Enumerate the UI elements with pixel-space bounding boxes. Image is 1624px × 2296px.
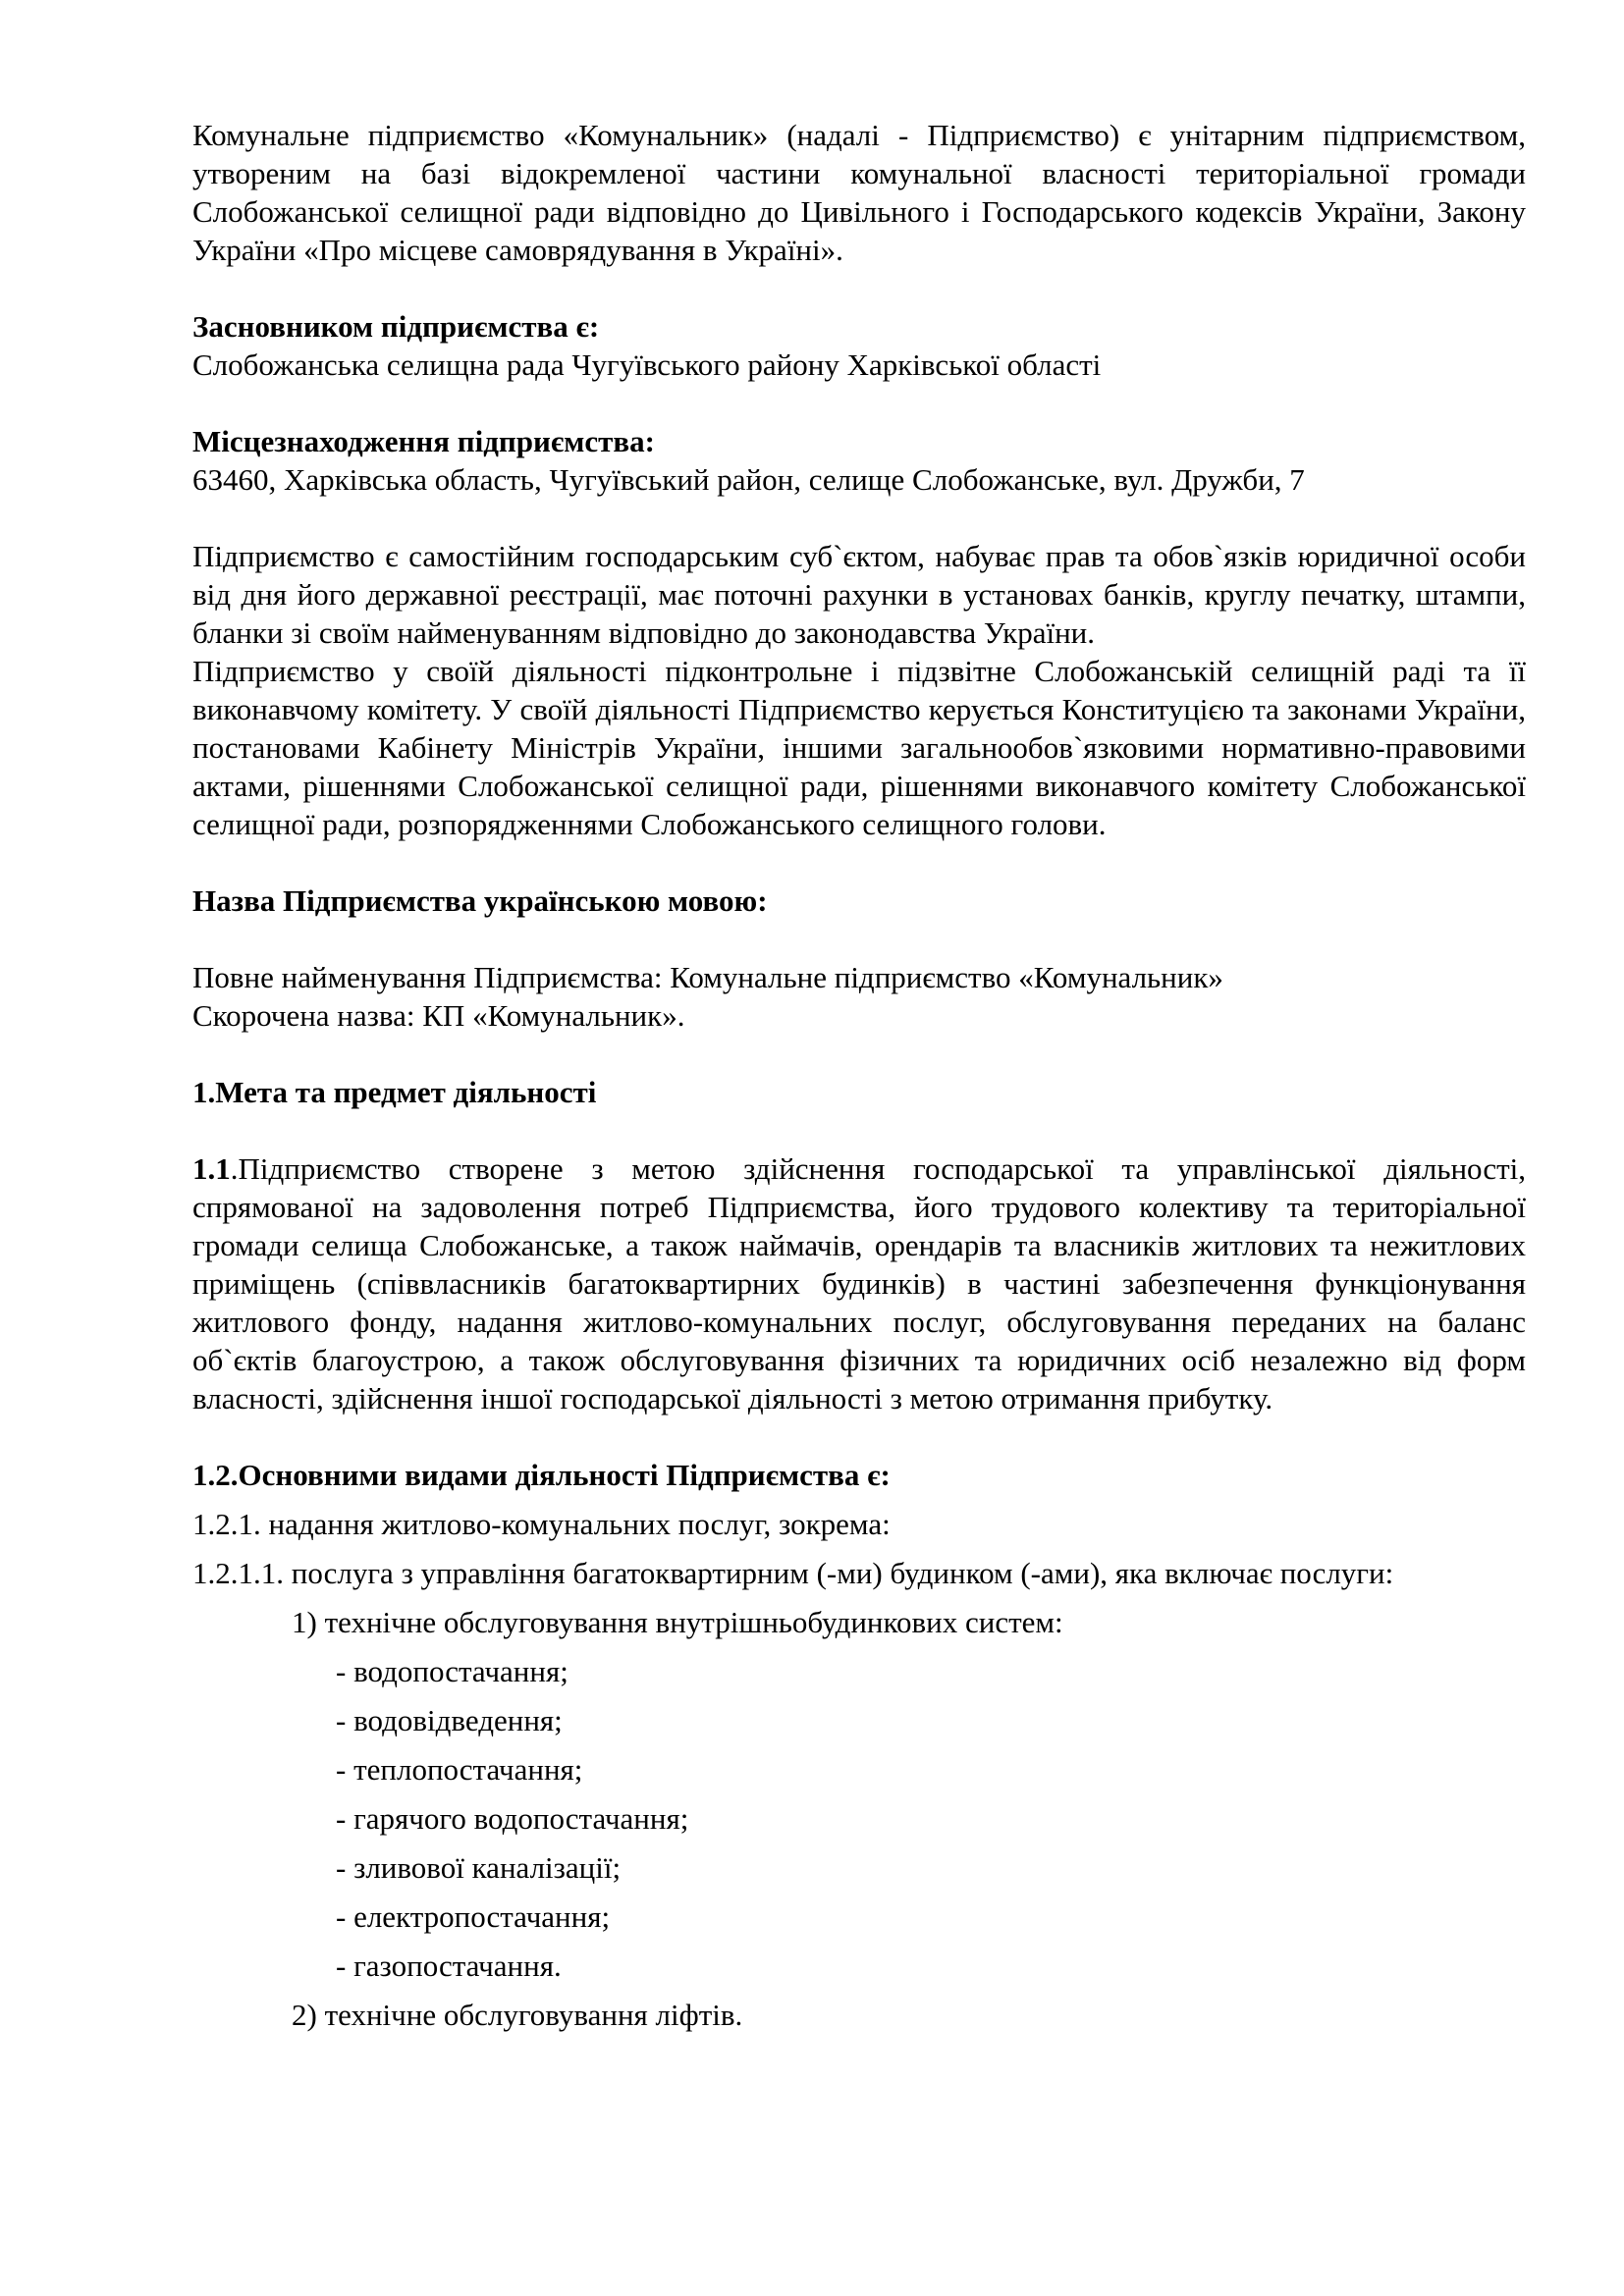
intro-paragraph: Комунальне підприємство «Комунальник» (надалі - Підприємство) є унітарним підприємством, утвореним на базі відокремленої частини комунальної власності територіальної громади Слобожанської селищної ради відповідно до Цивільного і Господарського кодексів України, Закону України «Про місцеве самоврядування в Україні». — [192, 118, 1526, 267]
name-heading: Назва Підприємства українською мовою: — [192, 883, 768, 918]
system-item: - водовідведення; — [336, 1703, 563, 1737]
system-item: - газопостачання. — [336, 1949, 562, 1983]
system-item: - зливової каналізації; — [336, 1850, 622, 1885]
sub-item-1: 1) технічне обслуговування внутрішньобудинкових систем: — [292, 1605, 1063, 1639]
system-item: - гарячого водопостачання; — [336, 1801, 689, 1836]
paragraph-1-1-text: .Підприємство створене з метою здійснення господарської та управлінської діяльності, спрямованої на задоволення потреб Підприємства, його трудового колективу та територіальної громади селища Слобожанське, а також наймачів, орендарів та власників житлових та нежитлових приміщень (співвласників багатоквартирних будинків) в частині забезпечення функціонування житлового фонду, надання житлово-комунальних послуг, обслуговування переданих на баланс об`єктів благоустрою, а також обслуговування фізичних та юридичних осіб незалежно від форм власності, здійснення іншої господарської діяльності з метою отримання прибутку. — [192, 1151, 1526, 1415]
system-item: - теплопостачання; — [336, 1752, 583, 1787]
item-1-2-1: 1.2.1. надання житлово-комунальних послуг, зокрема: — [192, 1507, 891, 1541]
paragraph-1-2-heading: 1.2.Основними видами діяльності Підприємства є: — [192, 1458, 891, 1492]
status-paragraph: Підприємство є самостійним господарським суб`єктом, набуває прав та обов`язків юридичної особи від дня його державної реєстрації, має поточні рахунки в установах банків, круглу печатку, штампи, бланки зі своїм найменуванням відповідно до законодавства України. — [192, 539, 1526, 650]
system-item: - водопостачання; — [336, 1654, 568, 1688]
full-name: Повне найменування Підприємства: Комунальне підприємство «Комунальник» — [192, 960, 1223, 994]
location-heading: Місцезнаходження підприємства: — [192, 424, 655, 458]
system-item: - електропостачання; — [336, 1899, 611, 1934]
control-paragraph: Підприємство у своїй діяльності підконтрольне і підзвітне Слобожанській селищній раді та її виконавчому комітету. У своїй діяльності Підприємство керується Конституцією та законами України, постановами Кабінету Міністрів України, іншими загальнообов`язковими нормативно-правовими актами, рішеннями Слобожанської селищної ради, рішеннями виконавчого комітету Слобожанської селищної ради, розпорядженнями Слобожанського селищного голови. — [192, 654, 1526, 841]
founder-text: Слобожанська селищна рада Чугуївського району Харківської області — [192, 347, 1102, 382]
paragraph-1-1-number: 1.1 — [192, 1151, 231, 1186]
paragraph-1-1 — [192, 1149, 1526, 1417]
short-name: Скорочена назва: КП «Комунальник». — [192, 998, 685, 1033]
location-text: 63460, Харківська область, Чугуївський район, селище Слобожанське, вул. Дружби, 7 — [192, 462, 1305, 497]
item-1-2-1-1: 1.2.1.1. послуга з управління багатоквартирним (-ми) будинком (-ами), яка включає послуги: — [192, 1556, 1394, 1590]
sub-item-2: 2) технічне обслуговування ліфтів. — [292, 1998, 743, 2032]
founder-heading: Засновником підприємства є: — [192, 309, 600, 344]
section-1-heading: 1.Мета та предмет діяльності — [192, 1075, 597, 1109]
